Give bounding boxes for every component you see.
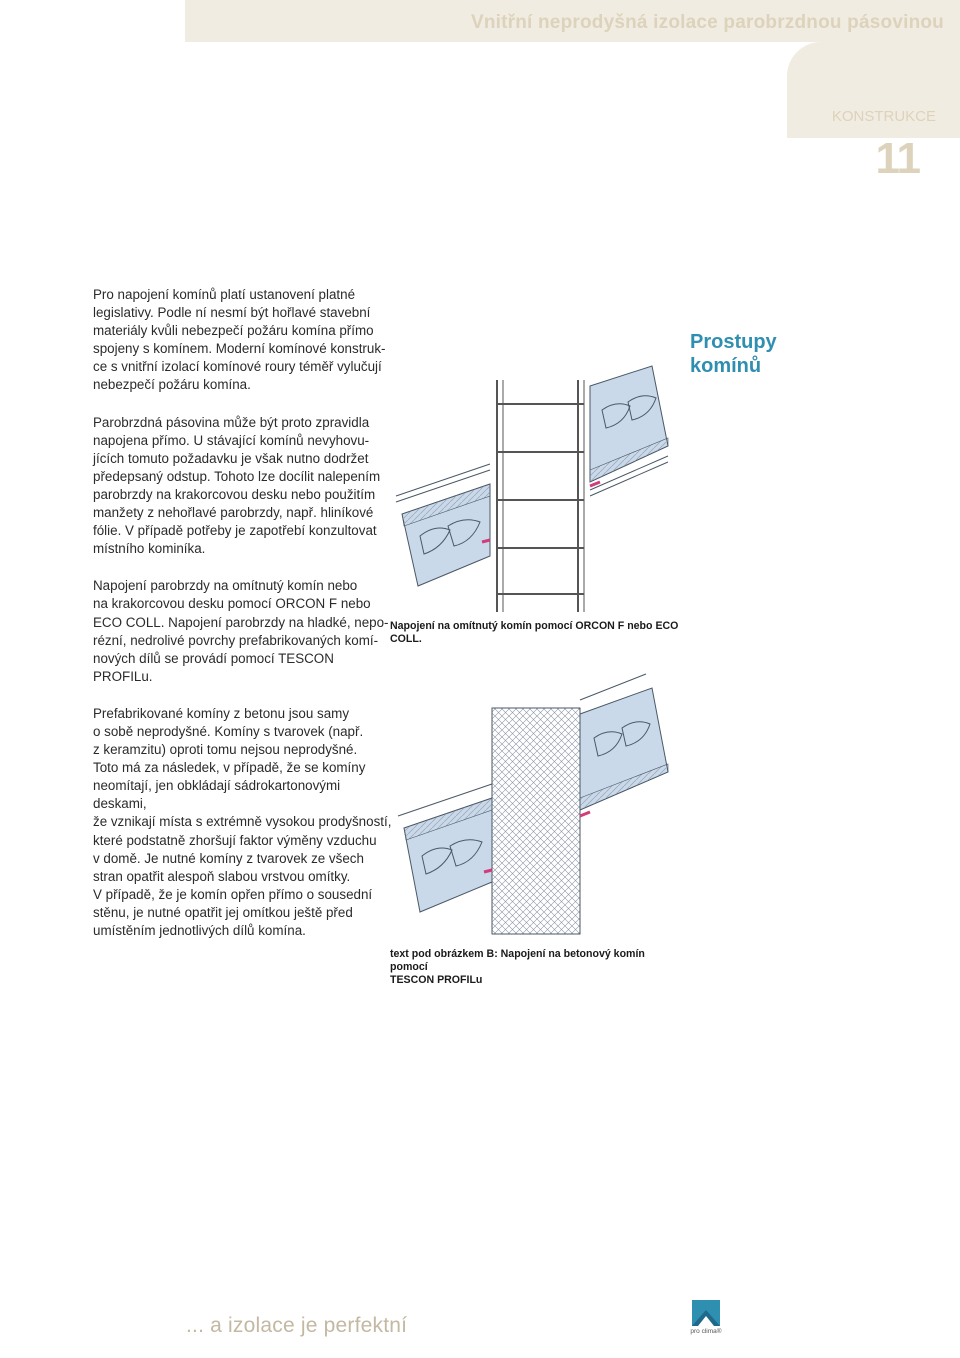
paragraph-legislation: Pro napojení komínů platí ustanovení platné legislativy. Podle ní nesmí být hořlavé stavební materiály kvůli nebezpečí požáru komína přímo spojeny s komínem. Moderní komínové konstruk- ce s vnitřní izolací komínové roury téměř vylučují nebezpečí požáru komína. [93, 287, 386, 393]
paragraph-prefab: Prefabrikované komíny z betonu jsou samy o sobě neprodyšné. Komíny s tvarovek (např. z keramzitu) oproti tomu nejsou neprodyšné. Toto má za následek, v případě, že se komíny neomítají, jen obkládají sádrokartonovými deskami, že vznikají místa s extrémně vysokou prodyšností, které podstatně zhoršují faktor výměny vzduchu v domě. Je nutné komíny z tvarovek ze všech stran opatřit alespoň slabou vrstvou omítky. V případě, že je komín opřen přímo o sousední stěnu, je nutné opatřit jej omítkou ještě před umístěním jednotlivých dílů komína. [93, 705, 392, 938]
logo-text: pro clima® [690, 1328, 722, 1335]
paragraph-connection: Napojení parobrzdy na omítnutý komín nebo na krakorcovou desku pomocí ORCON F nebo ECO COLL. Napojení parobrzdy na hladké, nepo- rézní, nedrolivé povrchy prefabrikovaných komí- nových dílů se provádí pomocí TESCON PROFILu. [93, 578, 389, 684]
figure-plastered-chimney [390, 346, 670, 614]
paragraph-membrane: Parobrzdná pásovina může být proto zpravidla napojena přímo. U stávající komínů nevyhovu- jících tomuto požadavku je však nutno dodržet předepsaný odstup. Tohoto lze docílit nalepením parobrzdy na krakorcovou desku nebo použitím manžety z nehořlavé parobrzdy, např. hliníkové fólie. V případě potřeby je zapotřebí konzultovat místního kominíka. [93, 414, 381, 557]
figure-b-caption: text pod obrázkem B: Napojení na betonový komín pomocí TESCON PROFILu [390, 948, 645, 986]
side-heading-line1: Prostupy [690, 331, 777, 353]
header-tab [787, 42, 960, 183]
header-band [185, 0, 960, 42]
side-heading-line2: komínů [690, 355, 762, 377]
header-title: Vnitřní neprodyšná izolace parobrzdnou pásovinou [470, 12, 944, 33]
figure-concrete-chimney [390, 660, 670, 938]
page-number: 11 [875, 134, 920, 183]
section-label: KONSTRUKCE [831, 108, 936, 125]
side-heading [690, 330, 850, 378]
pro-clima-logo-icon [684, 1298, 728, 1342]
figure-a-caption: Napojení na omítnutý komín pomocí ORCON F nebo ECO COLL. [390, 620, 679, 645]
footer-tagline: ... a izolace je perfektní [186, 1314, 408, 1337]
body-text-column [93, 286, 393, 940]
